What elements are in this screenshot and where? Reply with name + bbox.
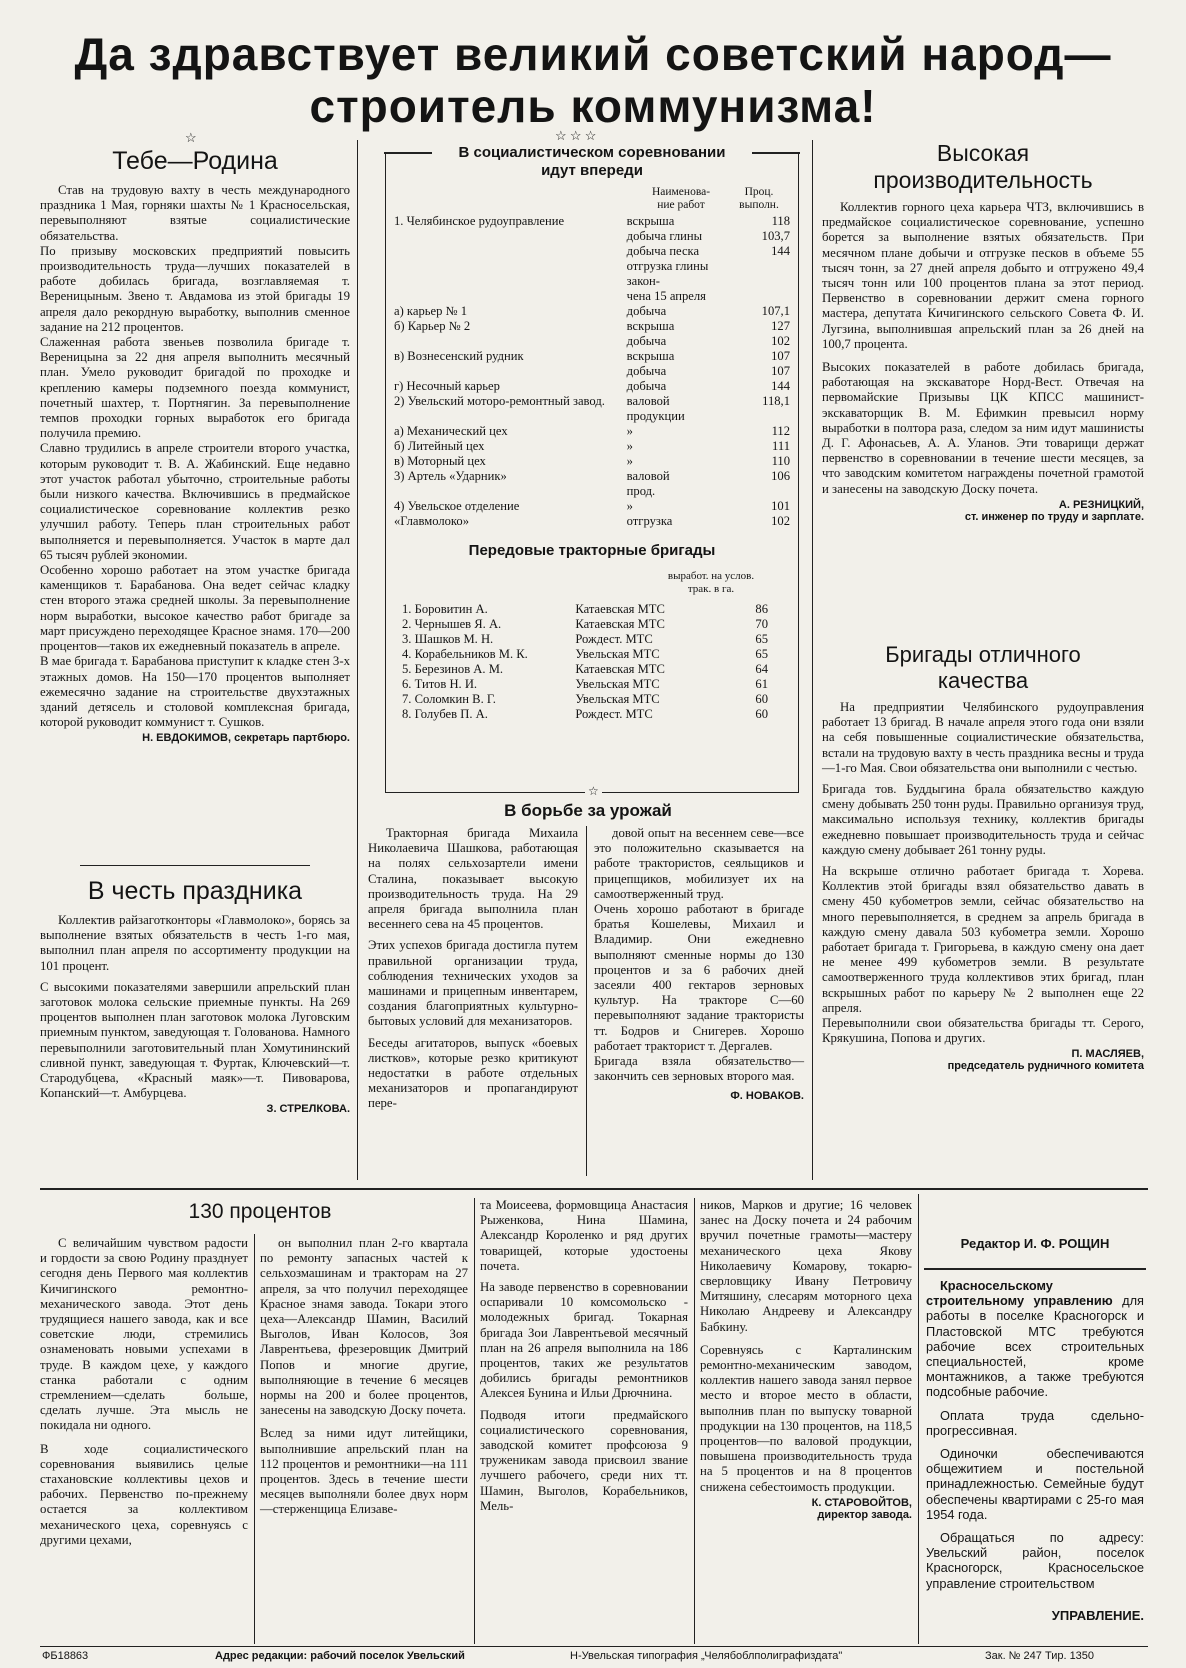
value-cell: 64: [755, 662, 768, 676]
paragraph: Перевыполнили свои обязательства бригады тт. Серого, Крякушина, Попова и других.: [822, 1016, 1144, 1046]
percent-cell: 107: [771, 364, 790, 378]
percent-cell: 118,1: [762, 394, 790, 408]
ad-paragraph: Одиночки обеспечиваются общежитием и постельной принадлежностью. Семейные будут обеспечены квартирами с 25-го мая 1954 года.: [926, 1446, 1144, 1522]
brigadier-cell: 4. Корабельников М. К.: [402, 647, 528, 661]
article-col-1: [368, 826, 578, 1112]
work-cell: вскрыша: [626, 319, 675, 333]
article-col-4: [700, 1198, 912, 1521]
enterprise-cell: 4) Увельское отделение: [394, 499, 520, 513]
paragraph: На предприятии Челябинского рудоуправления работает 13 бригад. В начале апреля этого года они взяли на себя повышенные социалистические обязательства, встали на трудовую вахту в честь праздника весны и труда—1-го Мая. Свои обязательства они выполнили с честью.: [822, 700, 1144, 775]
enterprise-cell: 1. Челябинское рудоуправление: [394, 214, 565, 228]
paragraph: он выполнил план 2-го квартала по ремонту запасных частей к сельхозмашинам и тракторам на 27 апреля, за что получил переходящее Красное знамя завода. Токари этого цеха—Александр Шамин, Василий Выголов, Иван Колосов, Зоя Лаврентьева, фрезеровщик Дмитрий Попов и многие другие, выполняющие в течение 6 месяцев нормы на 200 и более процентов, занесены на заводскую Доску почета.: [260, 1236, 468, 1418]
table-row: [392, 244, 792, 259]
paragraph: Славно трудились в апреле строители второго участка, которым руководит т. В. А. Жабинский. Еще недавно этот участок работал убыточно, строительные работы были низкого качества. Включившись в предмайское социалистическое соревнование коллектив резко улучшил работу. Теперь план строительных работ выполняется и перевыполняется. Участок в марте дал 65 тысяч рублей экономии.: [40, 441, 350, 562]
column-rule: [812, 140, 813, 1180]
table-row: [400, 677, 770, 692]
table-row: [392, 454, 792, 469]
brigadier-cell: 8. Голубев П. А.: [402, 707, 488, 721]
article-col-3: [480, 1198, 688, 1514]
percent-cell: 127: [771, 319, 790, 333]
brigadier-cell: 2. Чернышев Я. А.: [402, 617, 502, 631]
col-header-work: Наименова- ние работ: [651, 186, 711, 211]
enterprise-cell: «Главмолоко»: [394, 514, 469, 528]
signature-line-1: П. МАСЛЯЕВ,: [1071, 1048, 1144, 1061]
table-row: [392, 334, 792, 349]
mts-cell: Рождест. МТС: [575, 632, 653, 646]
footer-address: Адрес редакции: рабочий поселок Увельский: [215, 1650, 465, 1662]
value-cell: 65: [755, 632, 768, 646]
column-rule: [918, 1194, 919, 1644]
enterprise-cell: б) Литейный цех: [394, 439, 485, 453]
ad-paragraph: Обращаться по адресу: Увельский район, поселок Красногорск, Красносельское управление строительством: [926, 1530, 1144, 1591]
paragraph: На вскрыше отлично работает бригада т. Хорева. Коллектив этой бригады взял обязательство давать в смену 450 кубометров земли, сейчас обязательство на много перевыполняется, в среднем за апрель бригада в каждую смену давала 503 кубометра земли. Хорошо работает бригада т. Григорьева, в каждую смену она дает не менее 499 кубометров земли. В результате самоотверженного труда коллективов этих бригад, план вскрышных работ по карьеру № 2 выполнен еще 22 апреля.: [822, 864, 1144, 1015]
mts-cell: Рождест. МТС: [575, 707, 653, 721]
mts-cell: Катаевская МТС: [575, 662, 665, 676]
ad-paragraph: Оплата труда сдельно-прогрессивная.: [926, 1407, 1144, 1438]
value-cell: 70: [755, 617, 768, 631]
table-row: [392, 379, 792, 394]
table-row: [392, 469, 792, 499]
percent-cell: 107: [771, 349, 790, 363]
enterprise-cell: в) Вознесенский рудник: [394, 349, 524, 363]
box-title: [386, 144, 798, 180]
paragraph: Подводя итоги предмайского социалистического соревнования, заводской комитет профсоюза 9 труженикам завода присвоил звание лучшего рабочего, среди них тт. Шамин, Выголов, Корабельников, Мель-: [480, 1407, 688, 1513]
table-row: [392, 424, 792, 439]
divider: [924, 1268, 1146, 1270]
headline-line-2: строитель коммунизма!: [309, 80, 877, 132]
percent-cell: [740, 259, 792, 304]
percent-cell: 102: [771, 514, 790, 528]
enterprise-cell: [392, 334, 625, 349]
value-cell: 60: [755, 692, 768, 706]
work-cell: валовой прод.: [626, 469, 670, 498]
enterprise-cell: б) Карьер № 2: [394, 319, 471, 333]
table-row: [400, 632, 770, 647]
enterprise-cell: а) Механический цех: [394, 424, 508, 438]
table-row: [392, 319, 792, 334]
table: [400, 602, 770, 722]
paragraph: В ходе социалистического соревнования выявились целые стахановские коллективы цехов и рабочих. Первенство по-прежнему остается за коллективом механического цеха, соревнуясь с другими цехами,: [40, 1441, 248, 1547]
ad-lead: Красносельскому строительному управлению: [926, 1278, 1113, 1309]
percent-cell: 107,1: [761, 304, 790, 318]
paragraph: Слаженная работа звеньев позволила бригаде т. Вереницына за 22 дня апреля выполнить месячный план. Умело руководит бригадой по проходке и креплению камеры подземного поезда коммунист, почетный шахтер, т. Портнягин. За перевыполнение темпов проходки горных выработок его бригада получила премию.: [40, 335, 350, 441]
brigadier-cell: 1. Боровитин А.: [402, 602, 488, 616]
competition-table: [392, 214, 792, 529]
percent-cell: 103,7: [761, 229, 790, 243]
section-divider: [40, 1188, 1148, 1190]
column-rule: [586, 826, 587, 1176]
article-col-2: [594, 826, 804, 1102]
signature-line-2: директор завода.: [817, 1508, 912, 1521]
column-rule: [254, 1234, 255, 1644]
paragraph: Особенно хорошо работает на этом участке бригада каменщиков т. Барабанова. Она ведет сейчас кладку стен второго этажа средней школы. За перевыполнение норм выработки, высокое качество работ бригаде за март присуждено переходящее Красное знамя. 170—200 процентов—таков их ежедневный показатель в апреле.: [40, 563, 350, 654]
percent-cell: 111: [772, 439, 790, 453]
box-title-line-1: В социалистическом соревновании: [458, 144, 726, 161]
editor-line: Редактор И. Ф. РОЩИН: [960, 1236, 1110, 1251]
article-brigady-otlichnogo-kachestva: [822, 642, 1144, 1072]
table: [392, 214, 792, 529]
col-header-pct: Проц. выполн.: [739, 186, 779, 211]
article-tebe-rodina: [40, 145, 350, 744]
value-cell: 86: [755, 602, 768, 616]
paragraph: Тракторная бригада Михаила Николаевича Шашкова, работающая на полях сельхозартели имени Сталина, показывает высокую производительность труда. На 29 апреля бригада выполнила план весеннего сева на 45 процентов.: [368, 826, 578, 932]
footer-printer: Н-Увельская типография „Челябоблполиграфиздата": [570, 1650, 843, 1662]
work-cell: добыча: [626, 379, 667, 393]
enterprise-cell: [392, 259, 625, 304]
signature: Ф. НОВАКОВ.: [730, 1090, 804, 1103]
percent-cell: 112: [771, 424, 790, 438]
column-rule: [694, 1198, 695, 1644]
paragraph: На заводе первенство в соревновании оспаривали 10 комсомольско - молодежных бригад. Токарная бригада Зои Лаврентьевой месячный план на 26 апреля выполнила на 186 процентов, таких же результатов добились бригады ремонтников Алексея Бунина и Ильи Дрючнина.: [480, 1280, 688, 1401]
footer-rule: [40, 1646, 1148, 1647]
signature: [822, 1048, 1144, 1072]
value-cell: 60: [755, 707, 768, 721]
paragraph: Этих успехов бригада достигла путем правильной организации труда, соблюдения технических уходов за машинами и прицепным инвентарем, создания благоприятных культурно-бытовых условий для механизаторов.: [368, 938, 578, 1029]
table-row: [392, 499, 792, 514]
article-v-chest-prazdnika: [40, 875, 350, 1115]
paragraph: С высокими показателями завершили апрельский план заготовок молока сельские приемные пункты. На 269 процентов выполнен план заготовок молока Луговским приемным пунктом, заведующая т. Голованова. Намного перевыполнили заготовительный план Хомутининский сливной пункт, заведующая т. Фуртак, Ключевский—т. Стародубцева, «Красный маяк»—т. Пивоварова, Копанский—т. Амбурцева.: [40, 979, 350, 1101]
value-cell: 65: [755, 647, 768, 661]
percent-cell: 118: [771, 214, 790, 228]
work-cell: добыча: [626, 304, 667, 318]
divider: [80, 865, 310, 866]
paragraph: Вслед за ними идут литейщики, выполнившие апрельский план на 112 процентов и ремонтники—на 111 процентов. Здесь в течение шести месяцев выполняли более двух норм—стерженщица Елизаве-: [260, 1426, 468, 1517]
signature-line-1: К. СТАРОВОЙТОВ,: [811, 1496, 912, 1509]
column-rule: [357, 140, 358, 1180]
star-ornament: ☆: [585, 784, 602, 799]
signature: Н. ЕВДОКИМОВ, секретарь партбюро.: [142, 732, 350, 745]
star-ornament: ☆ ☆ ☆: [555, 128, 597, 143]
competition-box: [385, 144, 799, 793]
table-row: [392, 514, 792, 529]
column-rule: [474, 1198, 475, 1644]
article-vysokaya-proizvoditelnost: [822, 140, 1144, 523]
enterprise-cell: г) Несочный карьер: [394, 379, 500, 393]
main-headline: [0, 28, 1186, 132]
work-cell: отгрузка глины закон- чена 15 апреля: [626, 259, 709, 303]
article-title: [822, 642, 1144, 694]
signature: [822, 499, 1144, 523]
table-row: [392, 439, 792, 454]
signature: З. СТРЕЛКОВА.: [266, 1103, 350, 1116]
mts-cell: Увельская МТС: [575, 692, 660, 706]
table-row: [392, 229, 792, 244]
title-line-1: Бригады отличного: [885, 642, 1081, 667]
footer-order: Зак. № 247 Тир. 1350: [985, 1650, 1095, 1662]
star-ornament: ☆: [185, 130, 197, 145]
percent-cell: 106: [771, 469, 790, 483]
ad-paragraph: [926, 1278, 1144, 1400]
paragraph: Бригада взяла обязательство—закончить сев зерновых второго мая.: [594, 1054, 804, 1084]
mts-cell: Катаевская МТС: [575, 617, 665, 631]
article-title: В борьбе за урожай: [504, 801, 672, 820]
work-cell: отгрузка: [626, 514, 673, 528]
paragraph: Став на трудовую вахту в честь международного праздника 1 Мая, горняки шахты № 1 Красносельская, перевыполняют взятые социалистические обязательства.: [40, 183, 350, 243]
ad-sign: УПРАВЛЕНИЕ.: [1051, 1607, 1144, 1623]
paragraph: ников, Марков и другие; 16 человек занес на Доску почета и 24 рабочим вручил почетные грамоты—мастеру механического цеха Якову Николаевичу Комарову, токарю-сверловщику Ивану Петровичу Митяшину, слесарям моторного цеха Николаю Андрееву и Александру Бабкину.: [700, 1198, 912, 1334]
table-row: [392, 364, 792, 379]
table-row: [392, 304, 792, 319]
brigadier-cell: 3. Шашков М. Н.: [402, 632, 494, 646]
percent-cell: 144: [771, 244, 790, 258]
work-cell: добыча: [626, 364, 667, 378]
brigadier-cell: 6. Титов Н. И.: [402, 677, 478, 691]
signature-line-2: председатель рудничного комитета: [947, 1060, 1144, 1073]
work-cell: »: [626, 424, 633, 438]
table-row: [400, 602, 770, 617]
table-row: [392, 259, 792, 304]
title-line-2: производительность: [873, 167, 1093, 193]
title-line-2: качества: [937, 668, 1029, 693]
paragraph: довой опыт на весеннем севе—все это положительно сказывается на работе трактористов, сеяльщиков и прицепщиков, мобилизует их на самоотверженный труд.: [594, 826, 804, 901]
work-cell: »: [626, 499, 633, 513]
article-title: 130 процентов: [188, 1200, 332, 1223]
table-row: [392, 214, 792, 229]
article-v-borbe-za-urozhai: [368, 800, 808, 1111]
work-cell: »: [626, 454, 633, 468]
article-title: В честь праздника: [87, 877, 303, 905]
work-cell: добыча песка: [626, 244, 700, 258]
paragraph: Коллектив райзаготконторы «Главмолоко», борясь за выполнение взятых обязательств в честь 1-го мая, выполнил план апреля по ассортименту продукции на 101 процент.: [40, 913, 350, 973]
table-row: [400, 707, 770, 722]
paragraph: Бригада тов. Буддыгина брала обязательство каждую смену добывать 250 тонн руды. Правильно организуя труд, максимально используя технику, коллектив бригады ежедневно повышает производительность труда и сейчас каждую смену добывает 261 тонну руды.: [822, 782, 1144, 857]
table-row: [400, 647, 770, 662]
tractor-title: Передовые тракторные бригады: [468, 542, 716, 559]
brigadier-cell: 5. Березинов А. М.: [402, 662, 504, 676]
enterprise-cell: [392, 364, 625, 379]
paragraph: По призыву московских предприятий повысить производительность труда—лучших показателей в работе добилась бригада, возглавляемая т. Вереницыным. Звено т. Авдамова из этой бригады 19 апреля дало рекордную выработку, выполнив сменное задание на 212 процентов.: [40, 243, 350, 334]
work-cell: вскрыша: [626, 349, 675, 363]
brigadier-cell: 7. Соломкин В. Г.: [402, 692, 496, 706]
article-title: [822, 140, 1144, 194]
table-row: [400, 662, 770, 677]
paragraph: Коллектив горного цеха карьера ЧТЗ, включившись в предмайское социалистическое соревнование, успешно борется за выполнение взятых обязательств. При месячном плане добычи и отгрузке песков в объеме 55 тысяч тонн, за 27 дней апреля добыто и отгружено 49,4 тысяч тонн или 100 процентов плана за этот период. Первенство в соревновании держит смена горного мастера, депутата Кичигинского сельского Совета Ф. И. Лугзина, выполнившая апрельский план за 26 дней на 100,7 процента.: [822, 200, 1144, 351]
table-row: [392, 394, 792, 424]
paragraph: В мае бригада т. Барабанова приступит к кладке стен 3-х этажных домов. На 150—170 процентов выполняет ежемесячно задание на строительстве двухэтажных зданий детясель и столовой комплексная бригада, которой руководит коммунист т. Сушков.: [40, 654, 350, 730]
paragraph: С величайшим чувством радости и гордости за свою Родину празднует сегодня день Первого мая коллектив Кичигинского ремонтно-механического завода. Этот день трудящиеся нашего завода, как и все советские люди, стремились ознаменовать новыми успехами в труде. В каждом цехе, у каждого станка работали с одним стремлением—сделать больше, сделать лучше. Эта мысль не покидала ни одного.: [40, 1236, 248, 1433]
work-cell: добыча глины: [626, 229, 703, 243]
headline-line-1: Да здравствует великий советский народ—: [74, 28, 1112, 80]
signature-line-2: ст. инженер по труду и зарплате.: [964, 510, 1144, 523]
signature: [700, 1497, 912, 1521]
percent-cell: 144: [771, 379, 790, 393]
percent-cell: 110: [771, 454, 790, 468]
table-row: [400, 617, 770, 632]
title-line-1: Высокая: [936, 140, 1030, 166]
enterprise-cell: [392, 244, 625, 259]
tractor-table: [400, 602, 780, 722]
article-col-1: [40, 1236, 248, 1548]
job-advertisement: [926, 1278, 1144, 1623]
enterprise-cell: а) карьер № 1: [394, 304, 467, 318]
mts-cell: Увельская МТС: [575, 677, 660, 691]
mts-cell: Увельская МТС: [575, 647, 660, 661]
enterprise-cell: 3) Артель «Ударник»: [394, 469, 507, 483]
percent-cell: 102: [771, 334, 790, 348]
paragraph: Соревнуясь с Карталинским ремонтно-механическим заводом, коллектив нашего завода занял первое место и второе место в области, выполнив план по выпуску товарной продукции на 130 процентов, на 118,5 процентов—по валовой продукции, повышена производительность труда на 5 процентов и на 8 процентов снижена себестоимость продукции.: [700, 1342, 912, 1494]
ad-text: для работы в поселке Красногорск и Пластовской МТС требуются рабочие всех строительных специальностей, кроме монтажников, а также требуются подсобные рабочие.: [926, 1293, 1144, 1400]
tractor-col-header: выработ. на услов. трак. в га.: [667, 570, 755, 595]
table-row: [400, 692, 770, 707]
enterprise-cell: [392, 229, 625, 244]
paragraph: Очень хорошо работают в бригаде братья Кошелевы, Михаил и Владимир. Они ежедневно выполняют сменные нормы до 130 процентов и за 6 рабочих дней засеяли 400 гектаров зерновых культур. На тракторе С—60 перевыполняют задание трактористы тт. Бодров и Снигерев. Хорошо работает тракторист т. Дергалев.: [594, 902, 804, 1053]
footer-code: ФБ18863: [42, 1650, 89, 1662]
value-cell: 61: [755, 677, 768, 691]
enterprise-cell: 2) Увельский моторо-ремонтный завод.: [394, 394, 605, 408]
article-col-2: [260, 1236, 468, 1518]
article-title: Тебе—Родина: [112, 147, 278, 175]
mts-cell: Катаевская МТС: [575, 602, 665, 616]
work-cell: добыча: [626, 334, 667, 348]
enterprise-cell: в) Моторный цех: [394, 454, 486, 468]
table-row: [392, 349, 792, 364]
work-cell: »: [626, 439, 633, 453]
paragraph: Высоких показателей в работе добилась бригада, работающая на экскаваторе Норд-Вест. Отвечая на первомайские Призывы ЦК КПСС машинист-экскаваторщик В. М. Ефимкин превысил норму выработки в полтора раза, следом за ним идут машинисты Д. Г. Афонасьев, А. А. Уланов. Эти товарищи держат первенство в соревновании в течение шести месяцев, за что заводским комитетом награждены почетной грамотой и занесены на заводскую Доску почета.: [822, 360, 1144, 496]
paragraph: та Моисеева, формовщица Анастасия Рыженкова, Нина Шамина, Александр Короленко и ряд других товарищей, которые удостоены почета.: [480, 1198, 688, 1273]
work-cell: валовой продукции: [626, 394, 685, 423]
paragraph: Беседы агитаторов, выпуск «боевых листков», которые резко критикуют недостатки в работе отдельных механизаторов и пропагандируют пере-: [368, 1035, 578, 1111]
work-cell: вскрыша: [626, 214, 675, 228]
percent-cell: 101: [771, 499, 790, 513]
signature-line-1: А. РЕЗНИЦКИЙ,: [1058, 498, 1144, 511]
box-title-line-2: идут впереди: [541, 162, 643, 179]
